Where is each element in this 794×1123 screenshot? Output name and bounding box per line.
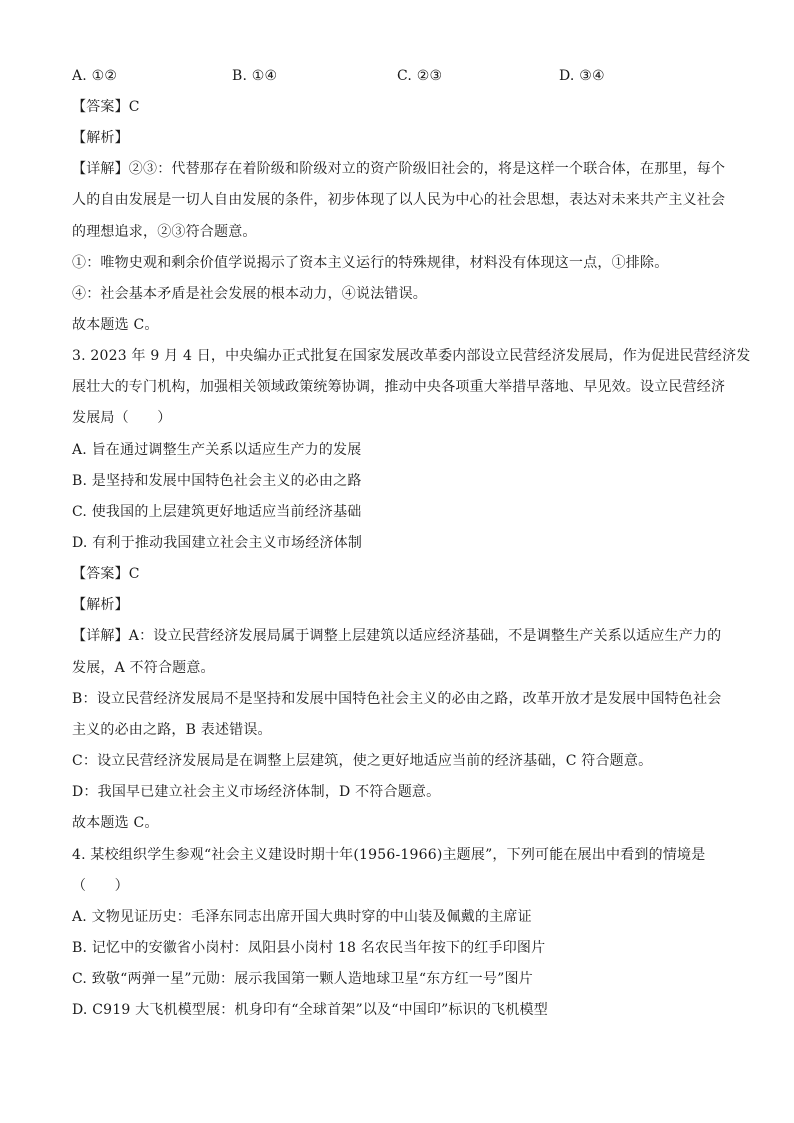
- q4-option-c: C. 致敬“两弹一星”元勋：展示我国第一颗人造地球卫星“东方红一号”图片: [72, 971, 533, 987]
- q3-option-a: A. 旨在通过调整生产关系以适应生产力的发展: [72, 442, 362, 458]
- q2-detail-line-5: ④：社会基本矛盾是社会发展的根本动力，④说法错误。: [72, 286, 427, 302]
- q2-option-d: D. ③④: [559, 68, 605, 84]
- q2-conclusion: 故本题选 C。: [72, 317, 159, 333]
- q3-conclusion: 故本题选 C。: [72, 815, 159, 831]
- q4-option-d: D. C919 大飞机模型展：机身印有“全球首架”以及“中国印”标识的飞机模型: [72, 1002, 548, 1018]
- q2-answer: 【答案】C: [72, 99, 140, 115]
- q3-detail-line-4: 主义的必由之路，B 表述错误。: [72, 722, 272, 738]
- q3-option-b: B. 是坚持和发展中国特色社会主义的必由之路: [72, 473, 362, 489]
- q4-option-b: B. 记忆中的安徽省小岗村：凤阳县小岗村 18 名农民当年按下的红手印图片: [72, 940, 546, 956]
- q2-option-c: C. ②③: [397, 68, 443, 84]
- q2-option-b: B. ①④: [232, 68, 278, 84]
- q3-detail-line-3: B：设立民营经济发展局不是坚持和发展中国特色社会主义的必由之路，改革开放才是发展中国特色社会: [72, 691, 722, 707]
- q3-detail-line-6: D：我国早已建立社会主义市场经济体制，D 不符合题意。: [72, 784, 441, 800]
- q3-option-c: C. 使我国的上层建筑更好地适应当前经济基础: [72, 504, 362, 520]
- q3-answer: 【答案】C: [72, 566, 140, 582]
- q3-detail-line-5: C：设立民营经济发展局是在调整上层建筑，使之更好地适应当前的经济基础，C 符合题意。: [72, 753, 653, 769]
- q4-option-a: A. 文物见证历史：毛泽东同志出席开国大典时穿的中山装及佩戴的主席证: [72, 909, 532, 925]
- q3-stem-line-1: 3. 2023 年 9 月 4 日，中央编办正式批复在国家发展改革委内部设立民营经济发展局，作为促进民营经济发: [72, 348, 751, 364]
- q3-detail-line-1: 【详解】A：设立民营经济发展局属于调整上层建筑以适应经济基础，不是调整生产关系以适应生产力的: [72, 628, 722, 644]
- q3-stem-line-3: 发展局（ ）: [72, 410, 172, 426]
- q4-stem-line-2: （ ）: [72, 878, 129, 894]
- q2-detail-line-3: 的理想追求，②③符合题意。: [72, 224, 257, 240]
- q2-detail-line-1: 【详解】②③：代替那存在着阶级和阶级对立的资产阶级旧社会的，将是这样一个联合体，在那里，每个: [72, 161, 726, 177]
- q3-option-d: D. 有利于推动我国建立社会主义市场经济体制: [72, 535, 363, 551]
- q3-analysis-label: 【解析】: [72, 597, 129, 613]
- q2-option-a: A. ①②: [72, 68, 118, 84]
- q4-stem-line-1: 4. 某校组织学生参观“社会主义建设时期十年(1956-1966)主题展”，下列可能在展出中看到的情境是: [72, 847, 706, 863]
- q3-detail-line-2: 发展，A 不符合题意。: [72, 660, 215, 676]
- q2-detail-line-2: 人的自由发展是一切人自由发展的条件，初步体现了以人民为中心的社会思想，表达对未来共产主义社会: [72, 192, 726, 208]
- q2-detail-line-4: ①：唯物史观和剩余价值学说揭示了资本主义运行的特殊规律，材料没有体现这一点，①排除。: [72, 255, 669, 271]
- q2-analysis-label: 【解析】: [72, 130, 129, 146]
- q3-stem-line-2: 展壮大的专门机构，加强相关领域政策统筹协调，推动中央各项重大举措早落地、早见效。设立民营经济: [72, 379, 726, 395]
